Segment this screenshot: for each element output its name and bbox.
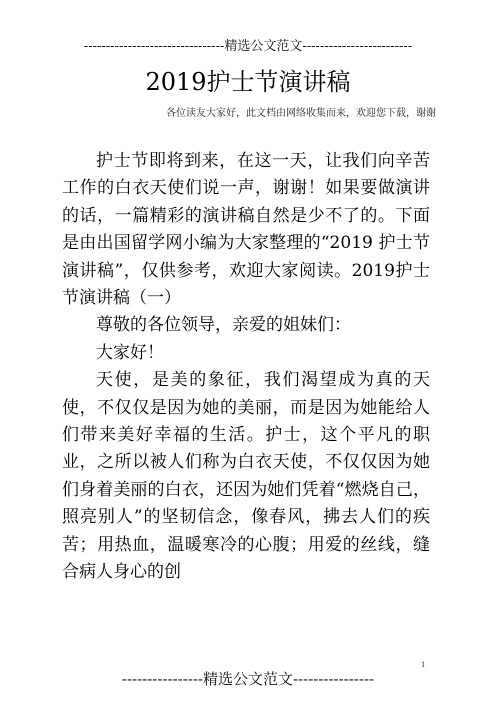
paragraph-salutation: 尊敬的各位领导，亲爱的姐妹们： [96, 315, 351, 336]
page-header: --------------------------------精选公文范文------------------------- [83, 39, 413, 54]
page-footer: ----------------精选公文范文---------------- [121, 670, 375, 688]
document-subtitle: 各位读友大家好，此文档由网络收集而来，欢迎您下载，谢谢 [166, 108, 436, 119]
paragraph-greeting: 大家好！ [96, 342, 164, 363]
document-title: 2019护士节演讲稿 [145, 68, 351, 96]
paragraph-angel: 天使，是美的象征，我们渴望成为真的天使，不仅仅是因为她的美丽，而是因为她能给人们带来美好幸福的生活。护士，这个平凡的职业，之所以被人们称为白衣天使，不仅仅因为她们身着美丽的白衣，还因为她们凭着“燃烧自己，照亮别人”的坚韧信念，像春风，拂去人们的疾苦；用热血，温暖寒冷的心腹；用爱的丝线，缝合病人身心的创 [62, 370, 430, 583]
document-body [62, 148, 430, 587]
page-number: 1 [421, 661, 426, 669]
paragraph-intro: 护士节即将到来，在这一天，让我们向辛苦工作的白衣天使们说一声，谢谢！如果要做演讲的话，一篇精彩的演讲稿自然是少不了的。下面是由出国留学网小编为大家整理的“2019 护士节演讲稿”，仅供参考，欢迎大家阅读。2019护士节演讲稿（一） [62, 151, 430, 309]
